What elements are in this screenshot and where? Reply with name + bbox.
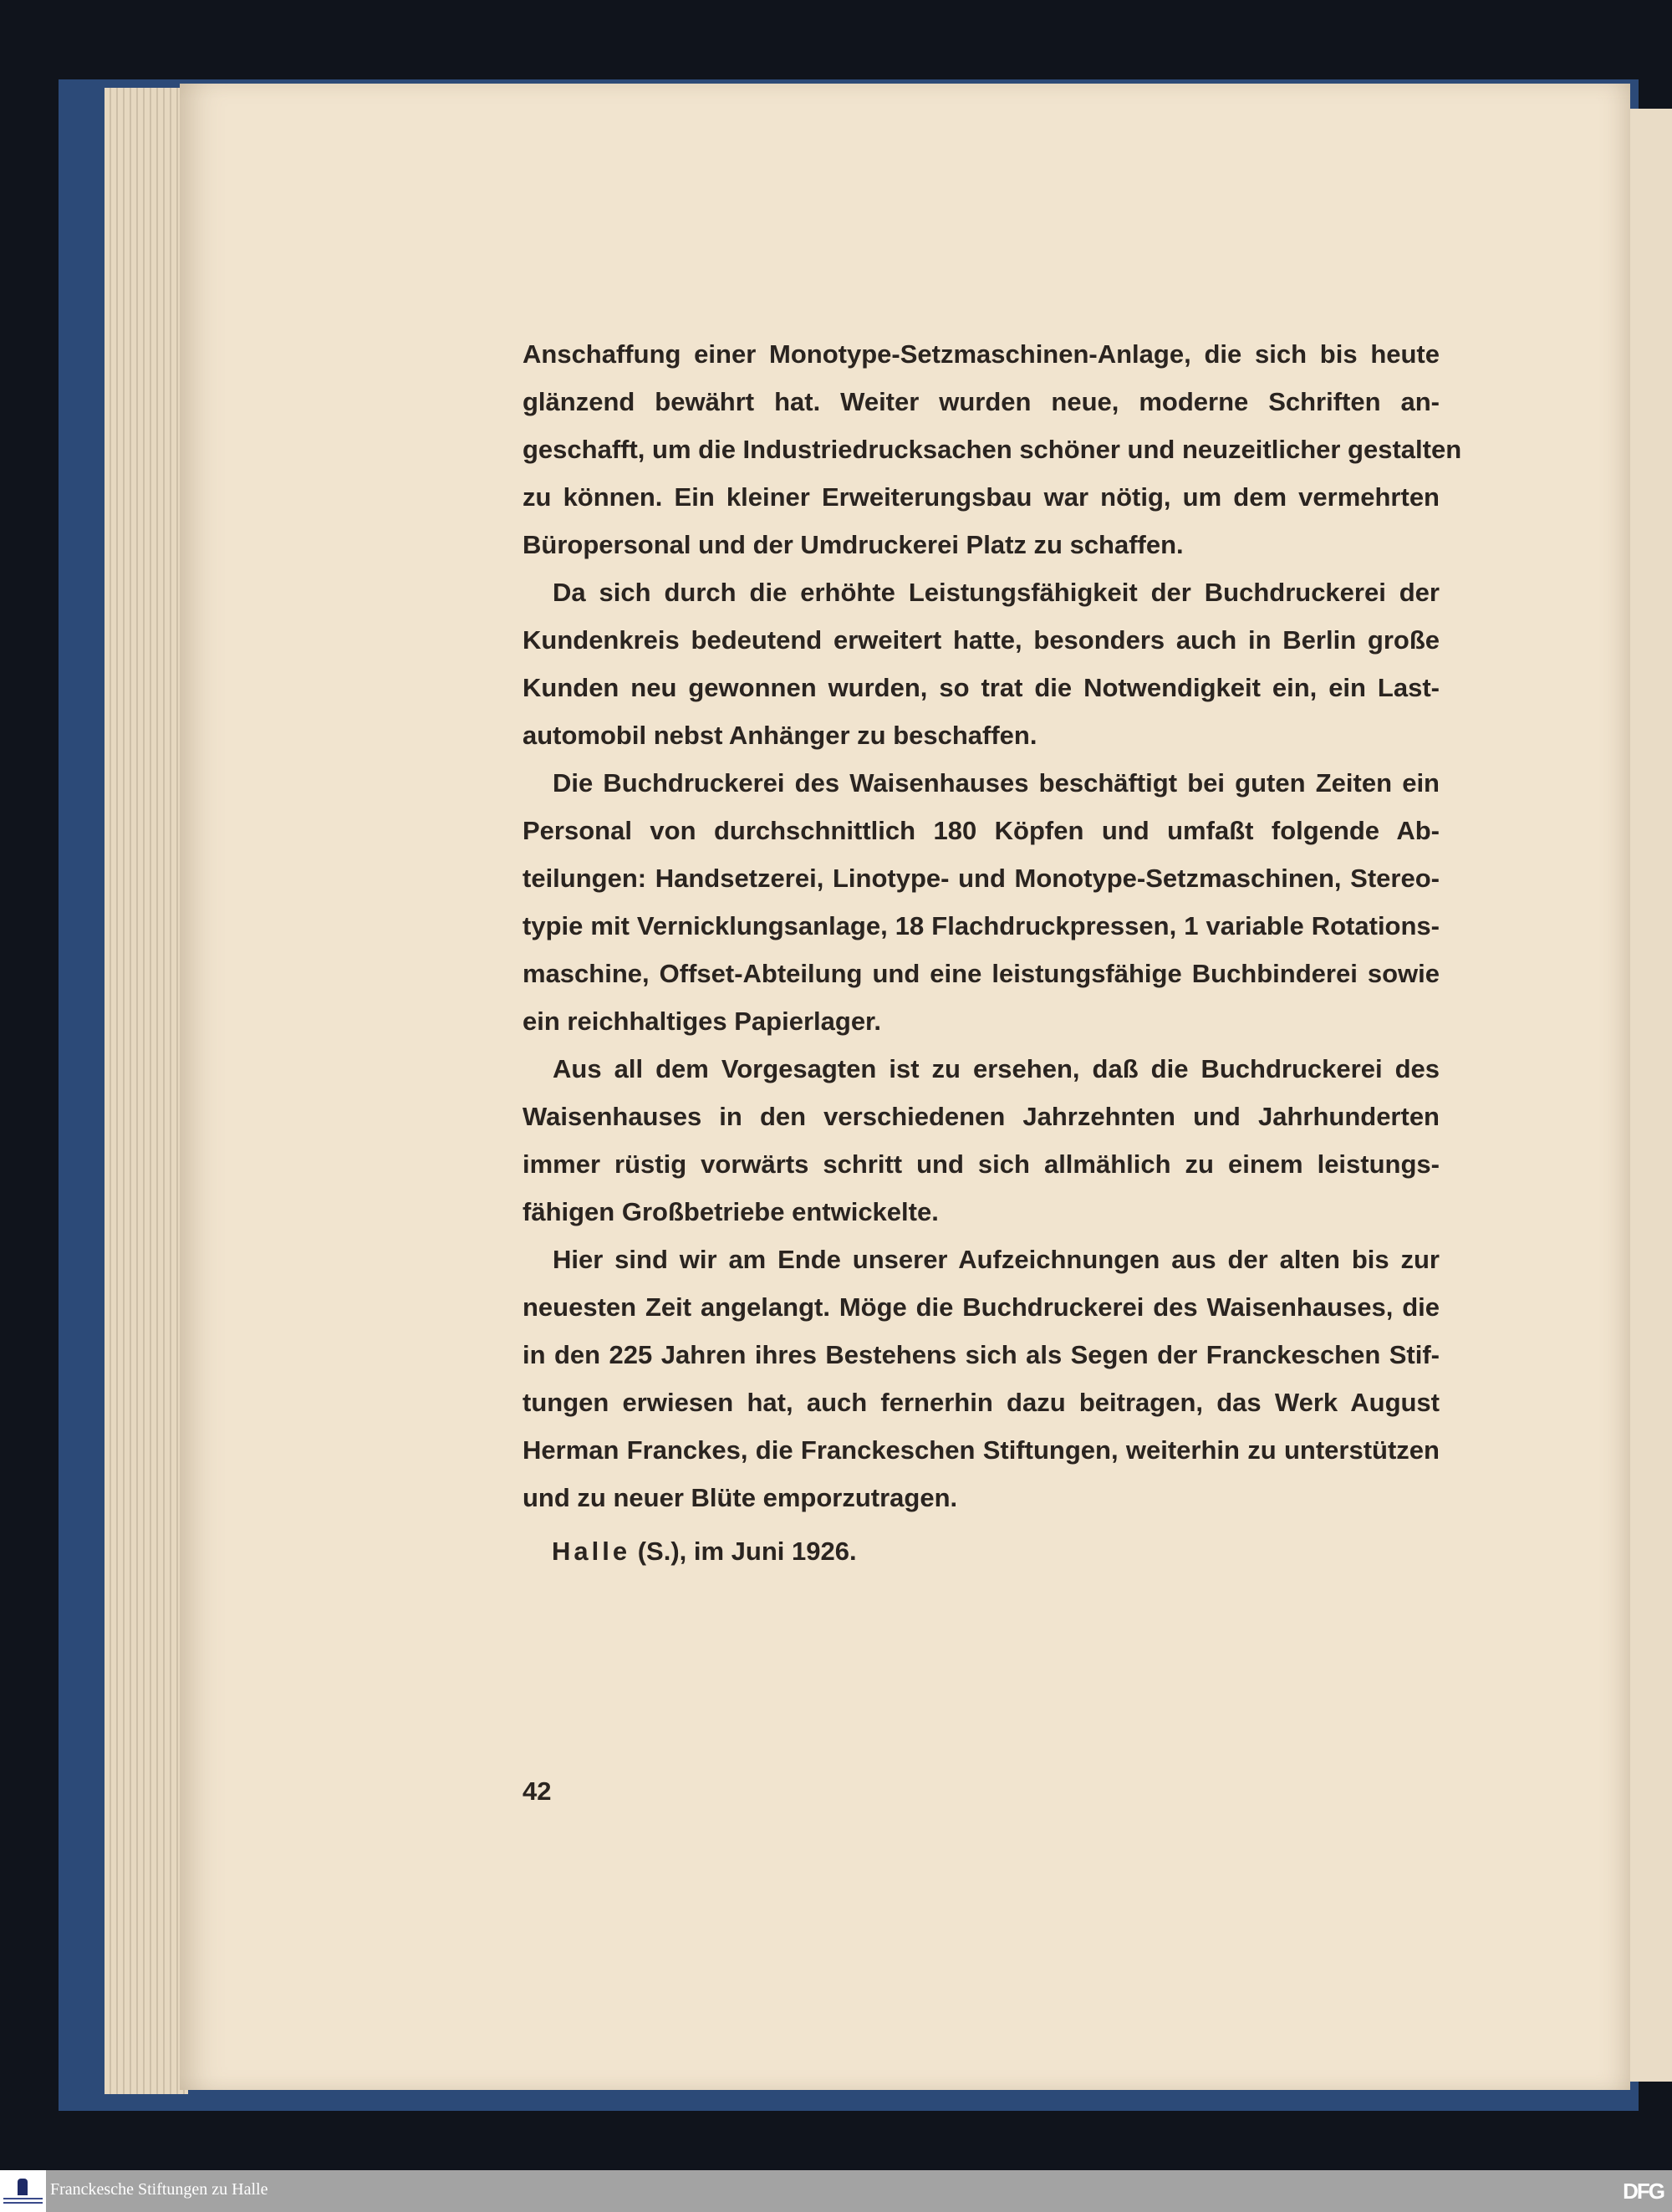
dfg-logo: DFG (1623, 2179, 1664, 2204)
text-line: Kundenkreis bedeutend erweitert hatte, besonders auch in Berlin große (522, 625, 1440, 655)
text-line: typie mit Vernicklungsanlage, 18 Flachdruckpressen, 1 variable Rotations- (522, 911, 1440, 940)
text-line: Kunden neu gewonnen wurden, so trat die Notwendigkeit ein, ein Last- (522, 673, 1440, 702)
text-line: tungen erwiesen hat, auch fernerhin dazu beitragen, das Werk August (522, 1388, 1440, 1417)
text-line: Herman Franckes, die Franckeschen Stiftungen, weiterhin zu unterstützen (522, 1435, 1440, 1465)
text-line: automobil nebst Anhänger zu beschaffen. (522, 721, 1037, 750)
text-line: maschine, Offset-Abteilung und eine leistungsfähige Buchbinderei sowie (522, 959, 1440, 988)
institution-logo-icon (0, 2170, 46, 2212)
text-line: zu können. Ein kleiner Erweiterungsbau war nötig, um dem vermehrten (522, 482, 1440, 512)
signoff-place: Halle (552, 1537, 631, 1566)
signoff-date: (S.), im Juni 1926. (630, 1537, 857, 1566)
page-number: 42 (522, 1776, 552, 1806)
text-line: Hier sind wir am Ende unserer Aufzeichnungen aus der alten bis zur (553, 1245, 1440, 1274)
text-line: immer rüstig vorwärts schritt und sich allmählich zu einem leistungs- (522, 1149, 1440, 1179)
institution-name: Franckesche Stiftungen zu Halle (50, 2180, 268, 2199)
text-line: Da sich durch die erhöhte Leistungsfähigkeit der Buchdruckerei der (553, 578, 1440, 607)
text-line: Die Buchdruckerei des Waisenhauses beschäftigt bei guten Zeiten ein (553, 768, 1440, 798)
footer-bar (0, 2170, 1672, 2212)
text-line: glänzend bewährt hat. Weiter wurden neue, moderne Schriften an- (522, 387, 1440, 416)
text-line: Personal von durchschnittlich 180 Köpfen und umfaßt folgende Ab- (522, 816, 1440, 845)
text-line: geschafft, um die Industriedrucksachen schöner und neuzeitlicher gestalten (522, 435, 1462, 464)
next-page-edge (1626, 109, 1672, 2082)
page-edges (104, 88, 188, 2094)
text-line: und zu neuer Blüte emporzutragen. (522, 1483, 958, 1512)
text-line: Aus all dem Vorgesagten ist zu ersehen, daß die Buchdruckerei des (553, 1054, 1440, 1083)
text-line: Waisenhauses in den verschiedenen Jahrzehnten und Jahrhunderten (522, 1102, 1440, 1131)
text-line: neuesten Zeit angelangt. Möge die Buchdruckerei des Waisenhauses, die (522, 1292, 1440, 1322)
body-text (522, 330, 1462, 1521)
text-line: ein reichhaltiges Papierlager. (522, 1007, 882, 1036)
signoff (552, 1537, 857, 1567)
text-line: teilungen: Handsetzerei, Linotype- und Monotype-Setzmaschinen, Stereo- (522, 864, 1440, 893)
text-line: Büropersonal und der Umdruckerei Platz zu schaffen. (522, 530, 1184, 559)
text-line: in den 225 Jahren ihres Bestehens sich als Segen der Franckeschen Stif- (522, 1340, 1440, 1369)
text-line: Anschaffung einer Monotype-Setzmaschinen-Anlage, die sich bis heute (522, 339, 1440, 369)
text-line: fähigen Großbetriebe entwickelte. (522, 1197, 939, 1226)
